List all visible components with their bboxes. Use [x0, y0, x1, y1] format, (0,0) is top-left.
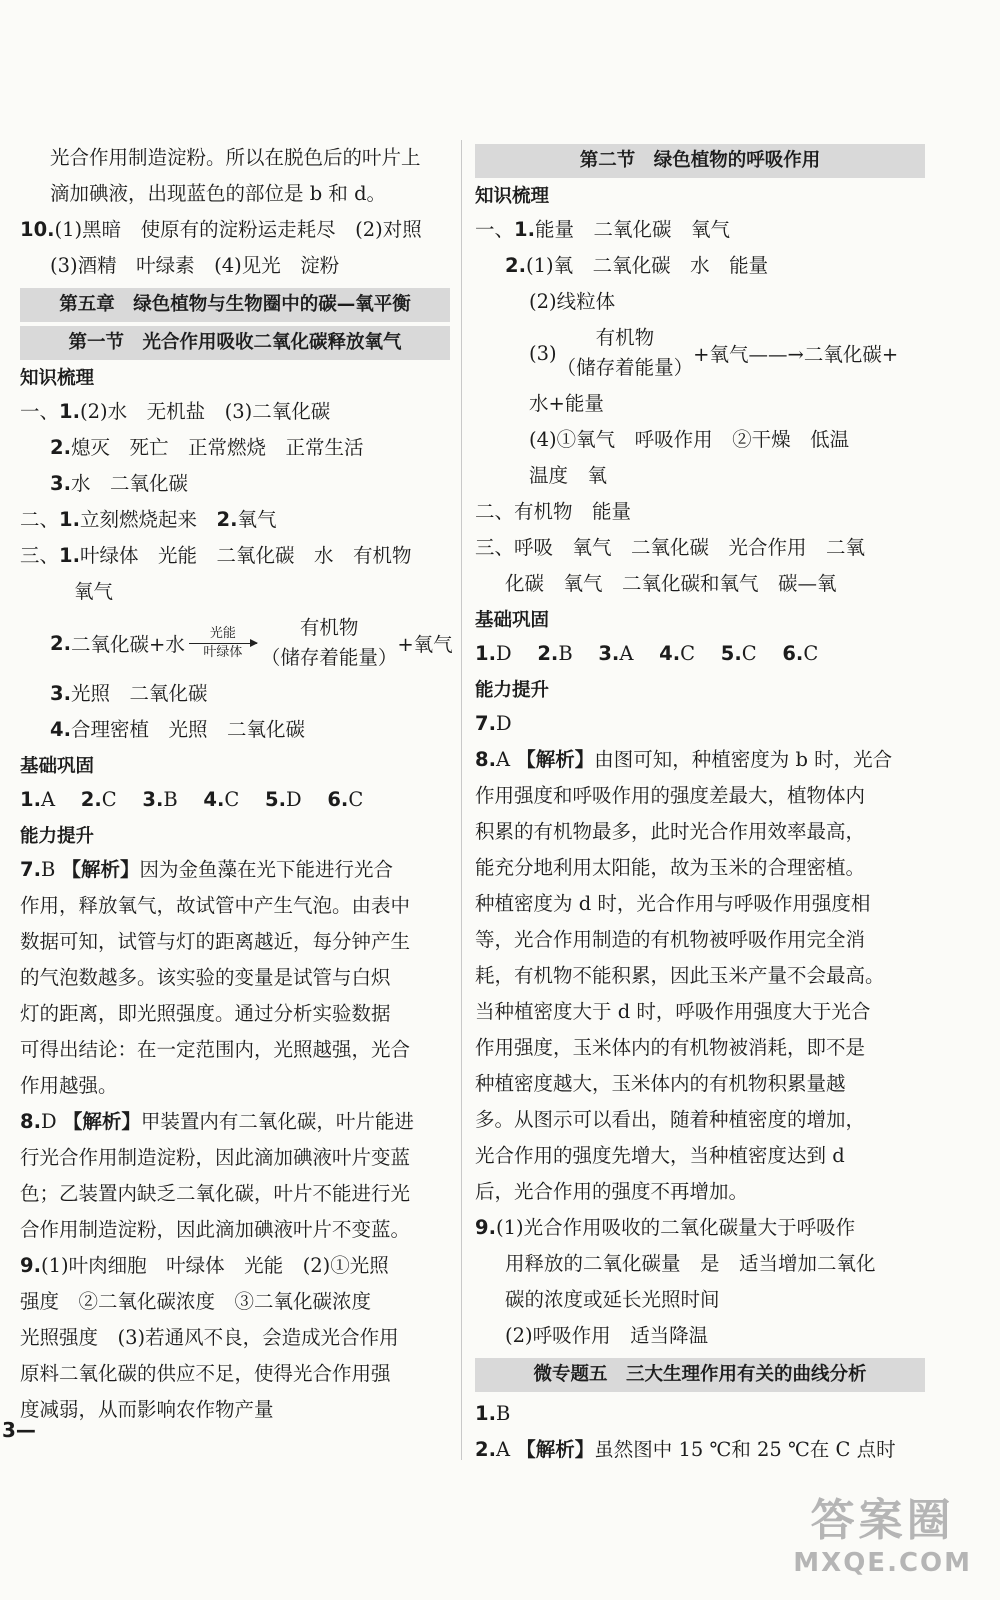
q8-line: 作用强度和呼吸作用的强度差最大，植物体内 [475, 784, 866, 807]
knowledge-heading: 知识梳理 [475, 186, 550, 207]
q8-line: 耗，有机物不能积累，因此玉米产量不会最高。 [475, 964, 885, 987]
ability-heading: 能力提升 [20, 826, 95, 847]
q8-line: 能充分地利用太阳能，故为玉米的合理密植。 [475, 856, 866, 879]
q8-line: 后，光合作用的强度不再增加。 [475, 1180, 749, 1203]
chapter-title: 第五章 绿色植物与生物圈中的碳—氧平衡 [20, 288, 450, 322]
q9-answer: 9.(1)光合作用吸收的二氧化碳量大于呼吸作 [475, 1216, 856, 1239]
q10-line2: (3)酒精 叶绿素 (4)见光 淀粉 [50, 254, 340, 277]
s2-analysis: 2.A 【解析】虽然图中 15 ℃和 25 ℃在 C 点时 [475, 1438, 896, 1461]
knowledge-item: 水+能量 [529, 392, 604, 415]
column-divider [461, 140, 462, 1460]
q9-line: 碳的浓度或延长光照时间 [505, 1288, 720, 1311]
q8-line: 种植密度越大，玉米体内的有机物积累量越 [475, 1072, 846, 1095]
s1-answer: 1.B [475, 1402, 511, 1425]
q9-line: 强度 ②二氧化碳浓度 ③二氧化碳浓度 [20, 1290, 372, 1313]
knowledge-item: 二、1.立刻燃烧起来 2.氧气 [20, 508, 277, 531]
knowledge-item: (2)线粒体 [529, 290, 616, 313]
knowledge-item: 三、呼吸 氧气 二氧化碳 光合作用 二氧 [475, 536, 866, 559]
q7-analysis: 7.B 【解析】因为金鱼藻在光下能进行光合 [20, 858, 394, 881]
q8-line: 等，光合作用制造的有机物被呼吸作用完全消 [475, 928, 866, 951]
q8-line: 行光合作用制造淀粉，因此滴加碘液叶片变蓝 [20, 1146, 411, 1169]
q9-line: (2)呼吸作用 适当降温 [505, 1324, 709, 1347]
q8-line: 积累的有机物最多，此时光合作用效率最高， [475, 820, 866, 843]
knowledge-item: 二、有机物 能量 [475, 500, 632, 523]
intro-line: 滴加碘液，出现蓝色的部位是 b 和 d。 [50, 182, 387, 205]
q9-line: 度减弱，从而影响农作物产量 [20, 1398, 274, 1421]
q8-line: 合作用制造淀粉，因此滴加碘液叶片不变蓝。 [20, 1218, 411, 1241]
q7-answer: 7.D [475, 712, 512, 735]
section-title: 第二节 绿色植物的呼吸作用 [475, 144, 925, 178]
section-title: 第一节 光合作用吸收二氧化碳释放氧气 [20, 326, 450, 360]
q8-analysis: 8.A 【解析】由图可知，种植密度为 b 时，光合 [475, 748, 893, 771]
q7-line: 的气泡数越多。该实验的变量是试管与白炽 [20, 966, 391, 989]
basic-answers: 1.A 2.C 3.B 4.C 5.D 6.C [20, 788, 364, 811]
basic-heading: 基础巩固 [20, 756, 95, 777]
knowledge-item: 3.水 二氧化碳 [50, 472, 188, 495]
q8-line: 种植密度为 d 时，光合作用与呼吸作用强度相 [475, 892, 871, 915]
basic-heading: 基础巩固 [475, 610, 550, 631]
knowledge-item: 2.熄灭 死亡 正常燃烧 正常生活 [50, 436, 364, 459]
q7-line: 作用越强。 [20, 1074, 118, 1097]
q8-line: 色；乙装置内缺乏二氧化碳，叶片不能进行光 [20, 1182, 411, 1205]
ability-heading: 能力提升 [475, 680, 550, 701]
knowledge-item: 2.(1)氧 二氧化碳 水 能量 [505, 254, 769, 277]
q9-line: 原料二氧化碳的供应不足，使得光合作用强 [20, 1362, 391, 1385]
q10: 10.(1)黑暗 使原有的淀粉运走耗尽 (2)对照 [20, 218, 422, 241]
knowledge-item: 温度 氧 [529, 464, 608, 487]
special-topic-title: 微专题五 三大生理作用有关的曲线分析 [475, 1358, 925, 1392]
basic-answers: 1.D 2.B 3.A 4.C 5.C 6.C [475, 642, 819, 665]
knowledge-item: 化碳 氧气 二氧化碳和氧气 碳—氧 [505, 572, 837, 595]
reaction-arrow: 光能 叶绿体 [189, 627, 257, 660]
product-stack: 有机物 （储存着能量） [260, 616, 398, 669]
knowledge-item: 一、1.能量 二氧化碳 氧气 [475, 218, 731, 241]
knowledge-heading: 知识梳理 [20, 368, 95, 389]
q8-line: 多。从图示可以看出，随着种植密度的增加， [475, 1108, 866, 1131]
knowledge-item: 3.光照 二氧化碳 [50, 682, 208, 705]
photosynthesis-equation: 2. 二氧化碳+水 光能 叶绿体 有机物 （储存着能量） +氧气 [20, 610, 450, 676]
watermark-logo: 答案圈 MXQE.COM [793, 1495, 972, 1578]
knowledge-item: 氧气 [74, 580, 114, 603]
knowledge-item: 三、1.叶绿体 光能 二氧化碳 水 有机物 [20, 544, 412, 567]
q9-answer: 9.(1)叶肉细胞 叶绿体 光能 (2)①光照 [20, 1254, 389, 1277]
right-column [475, 140, 925, 1468]
knowledge-item: 4.合理密植 光照 二氧化碳 [50, 718, 305, 741]
q8-line: 当种植密度大于 d 时，呼吸作用强度大于光合 [475, 1000, 871, 1023]
q7-line: 灯的距离，即光照强度。通过分析实验数据 [20, 1002, 391, 1025]
knowledge-item: (4)①氧气 呼吸作用 ②干燥 低温 [529, 428, 850, 451]
q8-line: 光合作用的强度先增大，当种植密度达到 d [475, 1144, 845, 1167]
respiration-equation: (3) 有机物 （储存着能量） +氧气——→二氧化碳+ [475, 320, 925, 386]
intro-line: 光合作用制造淀粉。所以在脱色后的叶片上 [50, 146, 421, 169]
reactant-stack: 有机物 （储存着能量） [556, 326, 694, 379]
q9-line: 用释放的二氧化碳量 是 适当增加二氧化 [505, 1252, 876, 1275]
q8-line: 作用强度，玉米体内的有机物被消耗，即不是 [475, 1036, 866, 1059]
q7-line: 可得出结论：在一定范围内，光照越强，光合 [20, 1038, 411, 1061]
q7-line: 数据可知，试管与灯的距离越近，每分钟产生 [20, 930, 411, 953]
knowledge-item: 一、1.(2)水 无机盐 (3)二氧化碳 [20, 400, 331, 423]
left-column [20, 140, 453, 1428]
page-number: 3— [2, 1418, 36, 1442]
q8-analysis: 8.D 【解析】甲装置内有二氧化碳，叶片能进 [20, 1110, 414, 1133]
q9-line: 光照强度 (3)若通风不良，会造成光合作用 [20, 1326, 399, 1349]
q7-line: 作用，释放氧气，故试管中产生气泡。由表中 [20, 894, 411, 917]
